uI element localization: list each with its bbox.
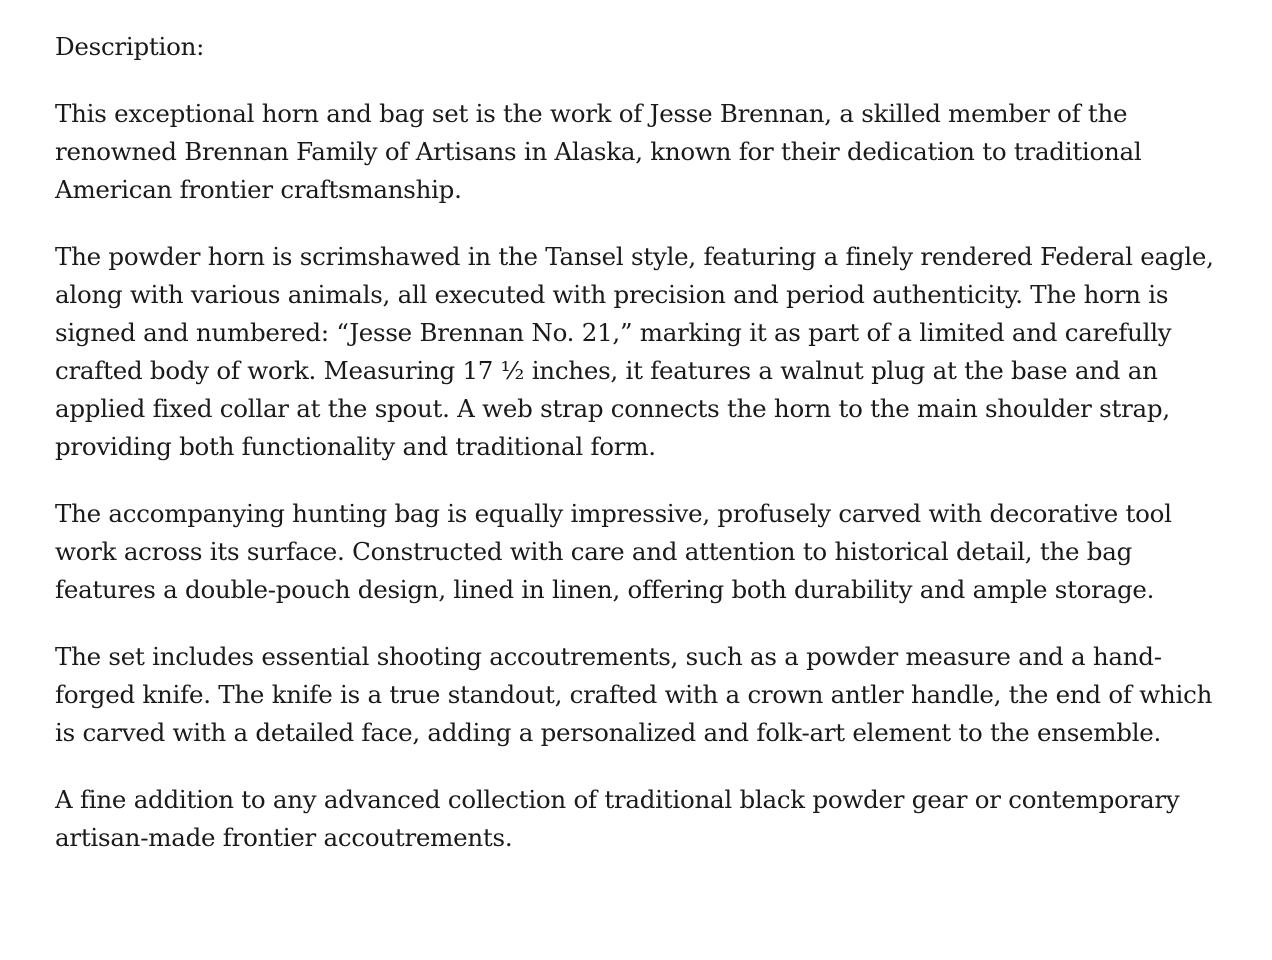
description-paragraph-accoutrements: The set includes essential shooting accoutrements, such as a powder measure and a hand-forged knife. The knife is a true standout, crafted with a crown antler handle, the end of which is carved with a detailed face, adding a personalized and folk-art element to the ensemble.	[55, 642, 1213, 747]
description-section	[55, 28, 1215, 857]
description-paragraph-artisan: This exceptional horn and bag set is the work of Jesse Brennan, a skilled member of the renowned Brennan Family of Artisans in Alaska, known for their dedication to traditional American frontier craftsmanship.	[55, 99, 1142, 204]
description-paragraph-closing: A fine addition to any advanced collection of traditional black powder gear or contemporary artisan-made frontier accoutrements.	[55, 785, 1180, 852]
description-paragraph-hunting-bag: The accompanying hunting bag is equally impressive, profusely carved with decorative tool work across its surface. Constructed with care and attention to historical detail, the bag features a double-pouch design, lined in linen, offering both durability and ample storage.	[55, 499, 1172, 604]
description-paragraph-powder-horn: The powder horn is scrimshawed in the Tansel style, featuring a finely rendered Federal eagle, along with various animals, all executed with precision and period authenticity. The horn is signed and numbered: “Jesse Brennan No. 21,” marking it as part of a limited and carefully crafted body of work. Measuring 17 ½ inches, it features a walnut plug at the base and an applied fixed collar at the spout. A web strap connects the horn to the main shoulder strap, providing both functionality and traditional form.	[55, 242, 1214, 461]
description-heading: Description:	[55, 32, 205, 61]
